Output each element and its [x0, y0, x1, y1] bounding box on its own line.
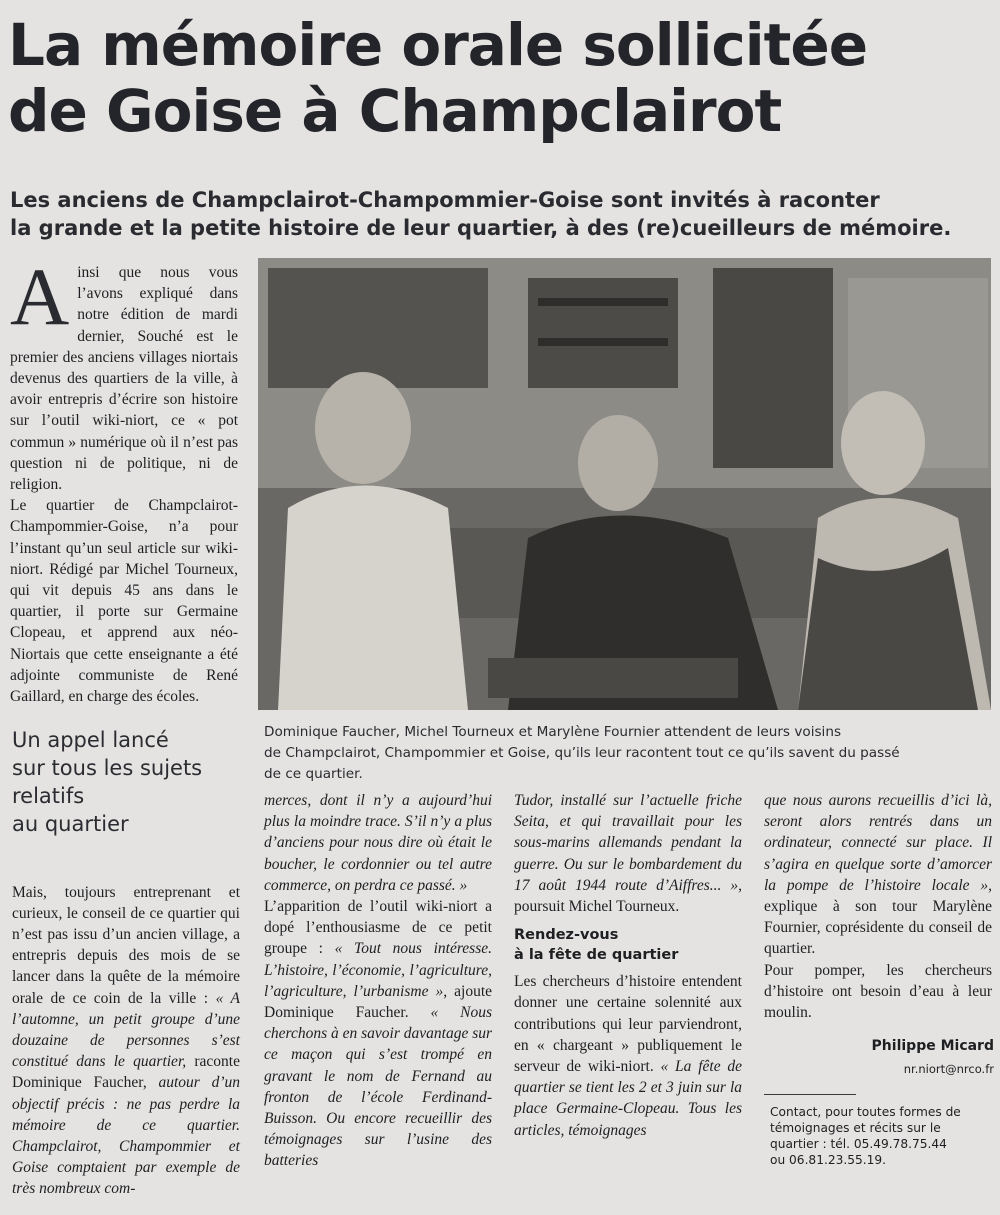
subheading-line: sur tous les sujets: [12, 756, 203, 780]
body-text: explique à son tour Marylène Fournier, coprésidente du conseil de quartier.: [764, 898, 992, 958]
column-3: [514, 790, 742, 1141]
contact-box: [770, 1104, 992, 1168]
body-text: L’apparition de l’outil wiki-niort a dopé l’enthousiasme de ce petit groupe :: [264, 898, 492, 958]
body-paragraph: [264, 790, 492, 896]
body-paragraph: [12, 882, 240, 1200]
caption-line: de ce quartier.: [264, 766, 363, 782]
standfirst: [10, 186, 995, 242]
body-text: ajoute Dominique Faucher.: [264, 982, 493, 1022]
article-photo: [258, 258, 991, 710]
divider: [764, 1094, 856, 1095]
column-1-body: [12, 866, 240, 1215]
standfirst-line: la grande et la petite histoire de leur quartier, à des (re)cueilleurs de mémoire.: [10, 216, 952, 240]
contact-line: ou 06.81.23.55.19.: [770, 1153, 886, 1167]
quote-text: que nous aurons recueillis d’ici là, seront alors rentrés dans un ordinateur, connecté sur place. Il s’agira en quelque sorte d’amorcer la pompe de l’histoire locale »,: [764, 792, 992, 894]
column-4: [764, 790, 992, 1023]
contact-line: Contact, pour toutes formes de: [770, 1105, 961, 1119]
body-text: Mais, toujours entreprenant et curieux, le conseil de ce quartier qui n’est pas issu d’un ancien village, a entrepris depuis des mois de se lancer dans la quête de la mémoire orale de ce coin de la ville :: [12, 883, 240, 1007]
photo-caption: [264, 722, 984, 785]
intertitle: [514, 925, 742, 965]
quote-text: merces, dont il n’y a aujourd’hui plus la moindre trace. S’il n’y a plus d’anciens pour nous dire où était le boucher, le cordonnier ou tel autre commerce, on perdra ce passé. »: [264, 792, 492, 894]
column-2: [264, 790, 492, 1172]
body-paragraph: [514, 971, 742, 1141]
quote-text: « A l’automne, un petit groupe d’une douzaine de personnes s’est constitué dans le quartier,: [12, 989, 240, 1071]
body-text: poursuit Michel Tourneux.: [514, 898, 680, 916]
quote-text: autour d’un objectif précis : ne pas perdre la mémoire de ce quartier. Champclairot, Champommier et Goise comptaient par exemple de très nombreux com-: [12, 1074, 241, 1198]
intro-column: [10, 251, 238, 707]
contact-line: quartier : tél. 05.49.78.75.44: [770, 1137, 947, 1151]
caption-line: Dominique Faucher, Michel Tourneux et Marylène Fournier attendent de leurs voisins: [264, 724, 842, 740]
headline-line: La mémoire orale sollicitée: [8, 11, 868, 79]
intertitle-line: à la fête de quartier: [514, 947, 679, 964]
quote-text: « La fête de quartier se tient les 2 et 3 juin sur la place Germaine-Clopeau. Tous les articles, témoignages: [514, 1058, 742, 1139]
subheading-line: relatifs: [12, 784, 85, 808]
caption-line: de Champclairot, Champommier et Goise, qu’ils leur racontent tout ce qu’ils savent du passé: [264, 745, 900, 761]
intro-paragraph: insi que nous vous l’avons expliqué dans notre édition de mardi dernier, Souché est le premier des anciens villages niortais devenus des quartiers de la ville, à avoir entrepris d’écrire son histoire sur l’outil wiki-niort, ce « pot commun » numérique où il n’est pas question ni de politique, ni de religion.: [10, 264, 238, 494]
contact-line: témoignages et récits sur le: [770, 1121, 941, 1135]
photo-illustration: [258, 258, 991, 710]
author-email: nr.niort@nrco.fr: [903, 1062, 994, 1076]
subheading-line: Un appel lancé: [12, 728, 169, 752]
subheading-line: au quartier: [12, 812, 129, 836]
intertitle-line: Rendez-vous: [514, 927, 619, 944]
body-paragraph: [514, 790, 742, 917]
quote-text: « Tout nous intéresse. L’histoire, l’économie, l’agriculture, l’agriculture, l’urbanisme »,: [264, 940, 492, 1000]
drop-cap: A: [10, 251, 70, 342]
intro-paragraph: Le quartier de Champclairot-Champommier-Goise, n’a pour l’instant qu’un seul article sur wiki-niort. Rédigé par Michel Tourneux, qui vit depuis 45 ans dans le quartier, il porte sur Germaine Clopeau, et apprend aux néo-Niortais que cette enseignante a été adjointe communiste de René Gaillard, en charge des écoles.: [10, 497, 238, 706]
headline: [8, 12, 992, 144]
quote-text: « Nous cherchons à en savoir davantage sur ce maçon qui s’est trompé en gravant le nom de Fernand au fronton de l’école Ferdinand-Buisson. Ou encore recueillir des témoignages sur l’usine des batteries: [264, 1004, 493, 1170]
author-byline: Philippe Micard: [871, 1038, 994, 1054]
body-text: Les chercheurs d’histoire entendent donner une certaine solennité aux contributions qui leur parviendront, en « chargeant » publiquement le serveur de wiki-niort.: [514, 973, 742, 1076]
standfirst-line: Les anciens de Champclairot-Champommier-Goise sont invités à raconter: [10, 188, 880, 212]
quote-text: Tudor, installé sur l’actuelle friche Seita, et qui travaillait pour les sous-marins allemands pendant la guerre. Ou sur le bombardement du 17 août 1944 route d’Aiffres... »,: [514, 792, 742, 894]
body-text: raconte Dominique Faucher,: [12, 1053, 240, 1092]
headline-line: de Goise à Champclairot: [8, 77, 782, 145]
subheading: [12, 726, 240, 838]
body-paragraph: [764, 790, 992, 960]
body-paragraph: Pour pomper, les chercheurs d’histoire ont besoin d’eau à leur moulin.: [764, 961, 992, 1022]
body-paragraph: [264, 896, 492, 1172]
